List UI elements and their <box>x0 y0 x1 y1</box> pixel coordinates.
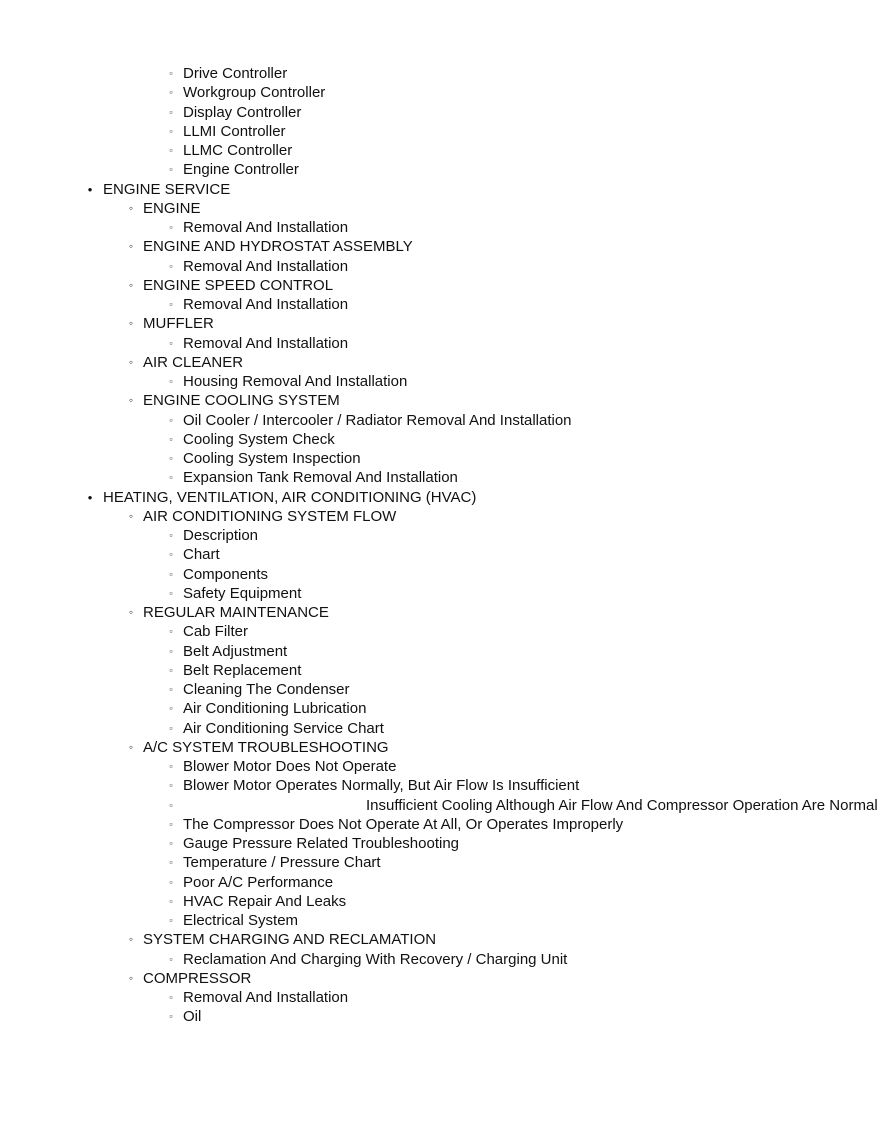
bullet-icon: ▫ <box>169 876 173 887</box>
toc-item-level-3 <box>0 526 794 545</box>
toc-item-text: Chart <box>183 546 220 564</box>
bullet-icon: ▫ <box>169 587 173 598</box>
bullet-icon: ◦ <box>128 970 134 985</box>
bullet-icon: ▫ <box>169 626 173 637</box>
toc-item-level-3 <box>0 103 794 122</box>
toc-item-text: Cooling System Check <box>183 430 335 448</box>
toc-item-level-3 <box>0 64 794 83</box>
toc-item-level-3 <box>0 372 794 391</box>
toc-item-text: AIR CONDITIONING SYSTEM FLOW <box>143 507 397 525</box>
toc-item-text: Removal And Installation <box>183 296 349 313</box>
toc-item-level-3 <box>0 757 794 776</box>
toc-item-text: Cooling System Inspection <box>183 450 361 467</box>
bullet-icon: ▫ <box>169 818 173 829</box>
toc-item-text: Electrical System <box>183 912 299 929</box>
toc-item-level-2 <box>0 969 794 988</box>
bullet-icon: • <box>87 489 93 505</box>
toc-item-level-3 <box>0 122 794 141</box>
toc-item-level-3 <box>0 834 794 853</box>
bullet-icon: ◦ <box>128 393 134 408</box>
toc-item-level-3 <box>0 699 794 718</box>
bullet-icon: ▫ <box>169 684 173 694</box>
toc-item-text: Poor A/C Performance <box>183 873 334 891</box>
bullet-icon: ▫ <box>169 780 173 791</box>
toc-item-text: MUFFLER <box>143 315 214 333</box>
toc-item-text: Belt Replacement <box>183 661 302 679</box>
toc-item-text: ENGINE SERVICE <box>103 180 231 198</box>
toc-item-text: Description <box>183 527 259 544</box>
toc-item-level-3 <box>0 160 794 179</box>
toc-item-text: Air Conditioning Service Chart <box>183 719 384 737</box>
bullet-icon: ▫ <box>169 453 173 463</box>
bullet-icon: ▫ <box>169 530 173 540</box>
toc-item-level-3 <box>0 218 794 237</box>
bullet-icon: ▫ <box>169 953 173 964</box>
toc-item-text: LLMC Controller <box>183 142 293 159</box>
toc-item-level-3 <box>0 449 794 468</box>
toc-item-text: Removal And Installation <box>183 334 349 352</box>
toc-item-level-3 <box>0 642 794 661</box>
toc-item-text: Removal And Installation <box>183 257 349 275</box>
toc-item-text: Blower Motor Operates Normally, But Air Flow Is Insufficient <box>183 777 580 795</box>
bullet-icon: ◦ <box>128 354 134 369</box>
bullet-icon: ▫ <box>169 761 173 771</box>
bullet-icon: ▫ <box>169 664 173 675</box>
toc-item-text: HVAC Repair And Leaks <box>183 892 347 910</box>
toc-item-level-2 <box>0 199 794 218</box>
toc-item-level-2 <box>0 314 794 333</box>
toc-item-level-3 <box>0 141 794 160</box>
table-of-contents <box>0 64 878 1027</box>
toc-item-level-3 <box>0 295 794 314</box>
bullet-icon: ▫ <box>169 857 173 868</box>
bullet-icon: ◦ <box>128 605 134 619</box>
toc-item-level-3 <box>0 950 794 969</box>
bullet-icon: ▫ <box>169 895 173 906</box>
toc-item-text: Reclamation And Charging With Recovery / Charging Unit <box>183 950 568 968</box>
toc-item-level-3 <box>0 430 794 449</box>
bullet-icon: ▫ <box>169 549 173 560</box>
bullet-icon: • <box>87 181 93 197</box>
toc-item-level-2 <box>0 237 794 256</box>
toc-item-text: Cab Filter <box>183 623 249 641</box>
toc-item-text: The Compressor Does Not Operate At All, Or Operates Improperly <box>183 815 624 833</box>
bullet-icon: ◦ <box>128 200 134 215</box>
toc-item-level-2 <box>0 507 794 526</box>
toc-item-level-3 <box>0 411 794 430</box>
toc-item-text: Cleaning The Condenser <box>183 681 350 698</box>
toc-item-text: Drive Controller <box>183 65 288 82</box>
toc-item-level-3 <box>0 1007 794 1026</box>
toc-item-level-3 <box>0 892 794 911</box>
toc-item-text: Oil Cooler / Intercooler / Radiator Removal And Installation <box>183 411 572 429</box>
bullet-icon: ▫ <box>169 222 173 232</box>
bullet-icon: ▫ <box>169 433 173 444</box>
toc-item-level-3 <box>0 853 794 872</box>
toc-item-level-3 <box>0 680 794 699</box>
bullet-icon: ▫ <box>169 1011 173 1022</box>
toc-item-text: Air Conditioning Lubrication <box>183 700 367 718</box>
toc-item-text: Insufficient Cooling Although Air Flow And Compressor Operation Are Normal <box>366 796 878 814</box>
bullet-icon: ▫ <box>169 472 173 483</box>
bullet-icon: ▫ <box>169 414 173 425</box>
toc-item-text: COMPRESSOR <box>143 969 252 987</box>
toc-item-text: Blower Motor Does Not Operate <box>183 758 397 775</box>
bullet-icon: ◦ <box>128 316 134 331</box>
bullet-icon: ▫ <box>169 722 173 733</box>
toc-item-text: Belt Adjustment <box>183 642 288 660</box>
toc-item-level-3 <box>0 796 878 815</box>
toc-item-level-3 <box>0 622 794 641</box>
bullet-icon: ◦ <box>128 508 134 523</box>
toc-item-level-1 <box>0 180 794 199</box>
toc-item-text: Removal And Installation <box>183 219 349 236</box>
toc-item-text: Expansion Tank Removal And Installation <box>183 469 458 487</box>
toc-item-text: Removal And Installation <box>183 989 349 1006</box>
toc-item-level-2 <box>0 391 794 410</box>
bullet-icon: ▫ <box>169 164 173 175</box>
toc-item-level-2 <box>0 603 794 622</box>
toc-item-text: Display Controller <box>183 103 302 121</box>
toc-item-text: A/C SYSTEM TROUBLESHOOTING <box>143 738 389 756</box>
toc-item-text: Oil <box>183 1008 202 1026</box>
toc-item-text: ENGINE SPEED CONTROL <box>143 276 334 294</box>
toc-item-level-1 <box>0 488 794 507</box>
toc-item-text: REGULAR MAINTENANCE <box>143 604 329 621</box>
bullet-icon: ◦ <box>128 239 134 254</box>
toc-item-level-2 <box>0 276 794 295</box>
toc-item-text: ENGINE AND HYDROSTAT ASSEMBLY <box>143 238 413 256</box>
toc-item-level-2 <box>0 353 794 372</box>
bullet-icon: ◦ <box>128 932 134 947</box>
toc-item-text: Gauge Pressure Related Troubleshooting <box>183 835 460 852</box>
toc-item-level-3 <box>0 776 794 795</box>
bullet-icon: ▫ <box>169 106 173 117</box>
toc-item-text: AIR CLEANER <box>143 353 244 371</box>
toc-item-level-2 <box>0 738 794 757</box>
toc-item-text: Engine Controller <box>183 161 299 179</box>
toc-item-level-3 <box>0 873 794 892</box>
toc-item-level-3 <box>0 911 794 930</box>
toc-item-level-3 <box>0 584 794 603</box>
bullet-icon: ▫ <box>169 838 173 848</box>
toc-item-level-3 <box>0 661 794 680</box>
toc-item-text: ENGINE <box>143 199 201 217</box>
bullet-icon: ▫ <box>169 87 173 98</box>
toc-item-text: HEATING, VENTILATION, AIR CONDITIONING (HVAC) <box>103 488 477 506</box>
bullet-icon: ▫ <box>169 68 173 78</box>
toc-item-level-3 <box>0 988 794 1007</box>
bullet-icon: ▫ <box>169 568 173 579</box>
bullet-icon: ▫ <box>169 260 173 271</box>
toc-item-level-3 <box>0 334 794 353</box>
toc-item-text: Workgroup Controller <box>183 84 326 102</box>
toc-item-level-2 <box>0 930 794 949</box>
bullet-icon: ▫ <box>169 703 173 714</box>
toc-item-level-3 <box>0 257 794 276</box>
bullet-icon: ▫ <box>169 145 173 155</box>
toc-item-text: Housing Removal And Installation <box>183 373 408 390</box>
toc-item-level-3 <box>0 719 794 738</box>
toc-item-text: Components <box>183 565 269 583</box>
toc-item-level-3 <box>0 815 794 834</box>
toc-item-text: ENGINE COOLING SYSTEM <box>143 392 340 410</box>
toc-item-text: SYSTEM CHARGING AND RECLAMATION <box>143 931 437 949</box>
toc-item-level-3 <box>0 468 794 487</box>
toc-item-text: Safety Equipment <box>183 584 302 602</box>
bullet-icon: ▫ <box>169 992 173 1002</box>
bullet-icon: ▫ <box>169 376 173 386</box>
bullet-icon: ▫ <box>169 337 173 348</box>
toc-item-level-3 <box>0 545 794 564</box>
toc-item-level-3 <box>0 83 794 102</box>
bullet-icon: ▫ <box>169 299 173 309</box>
bullet-icon: ◦ <box>128 277 134 292</box>
bullet-icon: ▫ <box>169 125 173 136</box>
bullet-icon: ◦ <box>128 739 134 754</box>
bullet-icon: ▫ <box>169 799 173 810</box>
bullet-icon: ▫ <box>169 915 173 925</box>
toc-item-text: Temperature / Pressure Chart <box>183 854 381 872</box>
toc-item-level-3 <box>0 565 794 584</box>
bullet-icon: ▫ <box>169 645 173 656</box>
toc-item-text: LLMI Controller <box>183 122 286 140</box>
